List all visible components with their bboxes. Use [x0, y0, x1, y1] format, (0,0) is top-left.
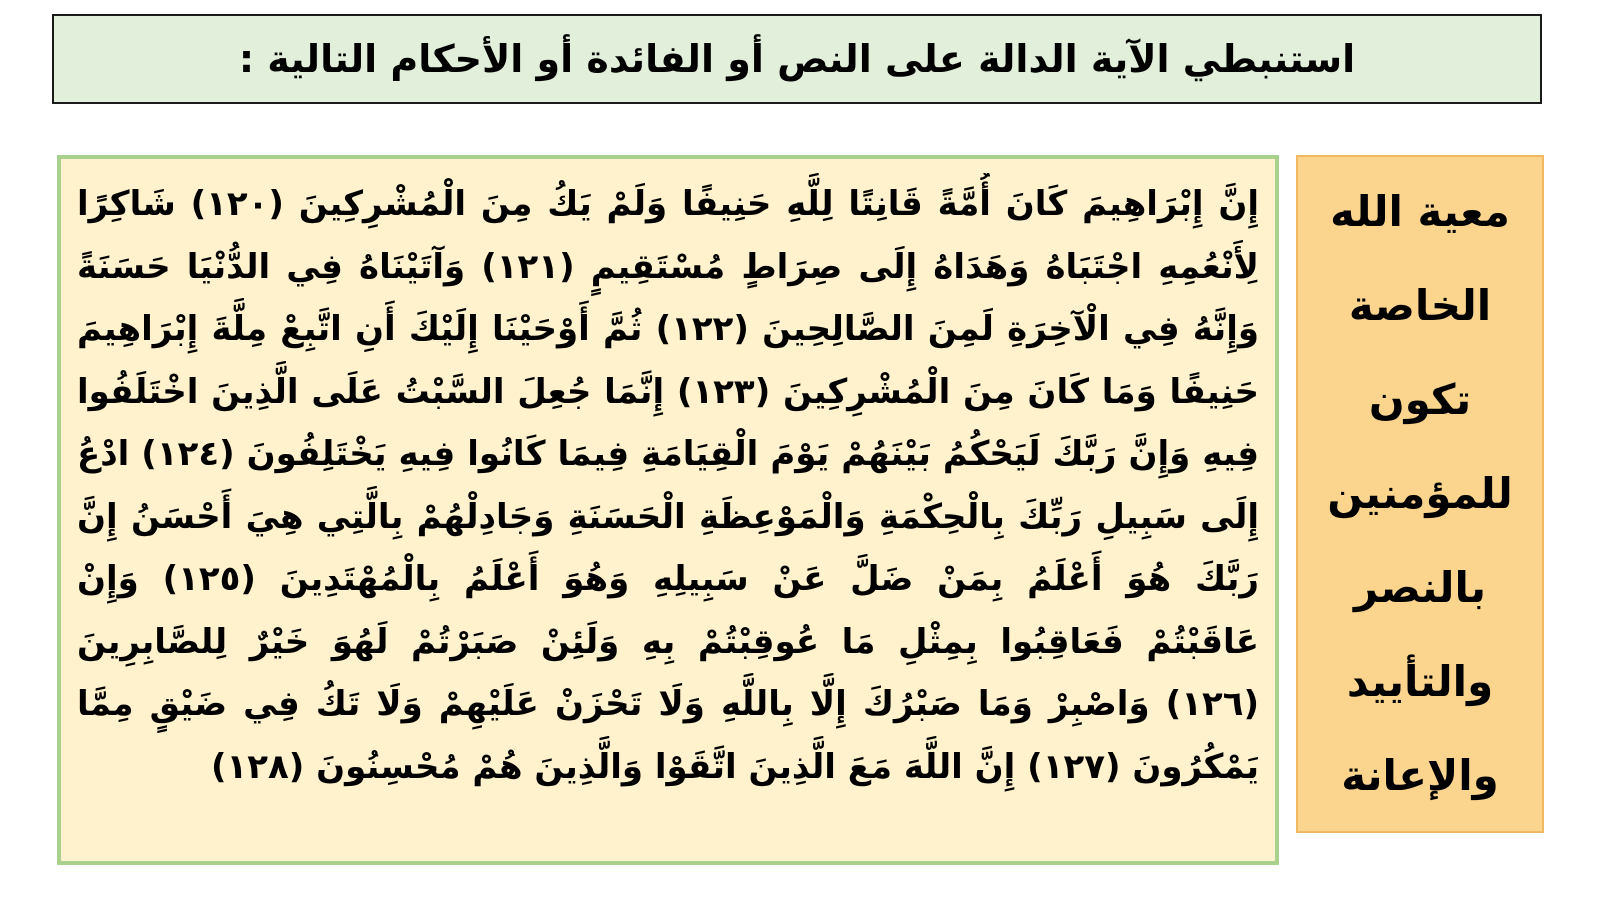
answer-panel — [1296, 155, 1544, 833]
answer-line: معية الله — [1330, 187, 1510, 236]
answer-line: للمؤمنين — [1327, 469, 1513, 518]
instruction-banner — [52, 14, 1542, 104]
verse-line: (١٢٦) وَاصْبِرْ وَمَا صَبْرُكَ إِلَّا بِاللَّهِ وَلَا تَحْزَنْ عَلَيْهِمْ وَلَا تَكُ فِي ضَيْقٍ مِمَّا — [77, 684, 1259, 724]
answer-line: والتأييد — [1346, 657, 1494, 706]
verse-line: لِأَنْعُمِهِ اجْتَبَاهُ وَهَدَاهُ إِلَى صِرَاطٍ مُسْتَقِيمٍ (١٢١) وَآتَيْنَاهُ فِي الدُّنْيَا حَسَنَةً — [77, 246, 1259, 287]
answer-line: والإعانة — [1341, 751, 1499, 800]
verse-line: يَمْكُرُونَ (١٢٧) إِنَّ اللَّهَ مَعَ الَّذِينَ اتَّقَوْا وَالَّذِينَ هُمْ مُحْسِنُونَ (١٢٨) — [210, 746, 1259, 787]
verse-line: حَنِيفًا وَمَا كَانَ مِنَ الْمُشْرِكِينَ (١٢٣) إِنَّمَا جُعِلَ السَّبْتُ عَلَى الَّذِينَ اخْتَلَفُوا — [77, 371, 1259, 412]
verse-line: إِنَّ إِبْرَاهِيمَ كَانَ أُمَّةً قَانِتًا لِلَّهِ حَنِيفًا وَلَمْ يَكُ مِنَ الْمُشْرِكِينَ (١٢٠) شَاكِرًا — [77, 184, 1259, 224]
answer-line: بالنصر — [1354, 563, 1486, 612]
answer-line: تكون — [1368, 375, 1472, 424]
verse-line: عَاقَبْتُمْ فَعَاقِبُوا بِمِثْلِ مَا عُوقِبْتُمْ بِهِ وَلَئِنْ صَبَرْتُمْ لَهُوَ خَيْرٌ لِلصَّابِرِينَ — [77, 621, 1259, 662]
answer-line: الخاصة — [1348, 281, 1492, 330]
verse-line: رَبَّكَ هُوَ أَعْلَمُ بِمَنْ ضَلَّ عَنْ سَبِيلِهِ وَهُوَ أَعْلَمُ بِالْمُهْتَدِينَ (١٢٥) وَإِنْ — [77, 559, 1259, 599]
verse-line: وَإِنَّهُ فِي الْآخِرَةِ لَمِنَ الصَّالِحِينَ (١٢٢) ثُمَّ أَوْحَيْنَا إِلَيْكَ أَنِ اتَّبِعْ مِلَّةَ إِبْرَاهِيمَ — [77, 309, 1259, 349]
verse-line: فِيهِ وَإِنَّ رَبَّكَ لَيَحْكُمُ بَيْنَهُمْ يَوْمَ الْقِيَامَةِ فِيمَا كَانُوا فِيهِ يَخْتَلِفُونَ (١٢٤) ادْعُ — [77, 434, 1259, 474]
instruction-text: استنبطي الآية الدالة على النص أو الفائدة أو الأحكام التالية : — [238, 37, 1356, 81]
verses-panel — [57, 155, 1279, 865]
verse-line: إِلَى سَبِيلِ رَبِّكَ بِالْحِكْمَةِ وَالْمَوْعِظَةِ الْحَسَنَةِ وَجَادِلْهُمْ بِالَّتِي هِيَ أَحْسَنُ إِنَّ — [77, 496, 1259, 537]
